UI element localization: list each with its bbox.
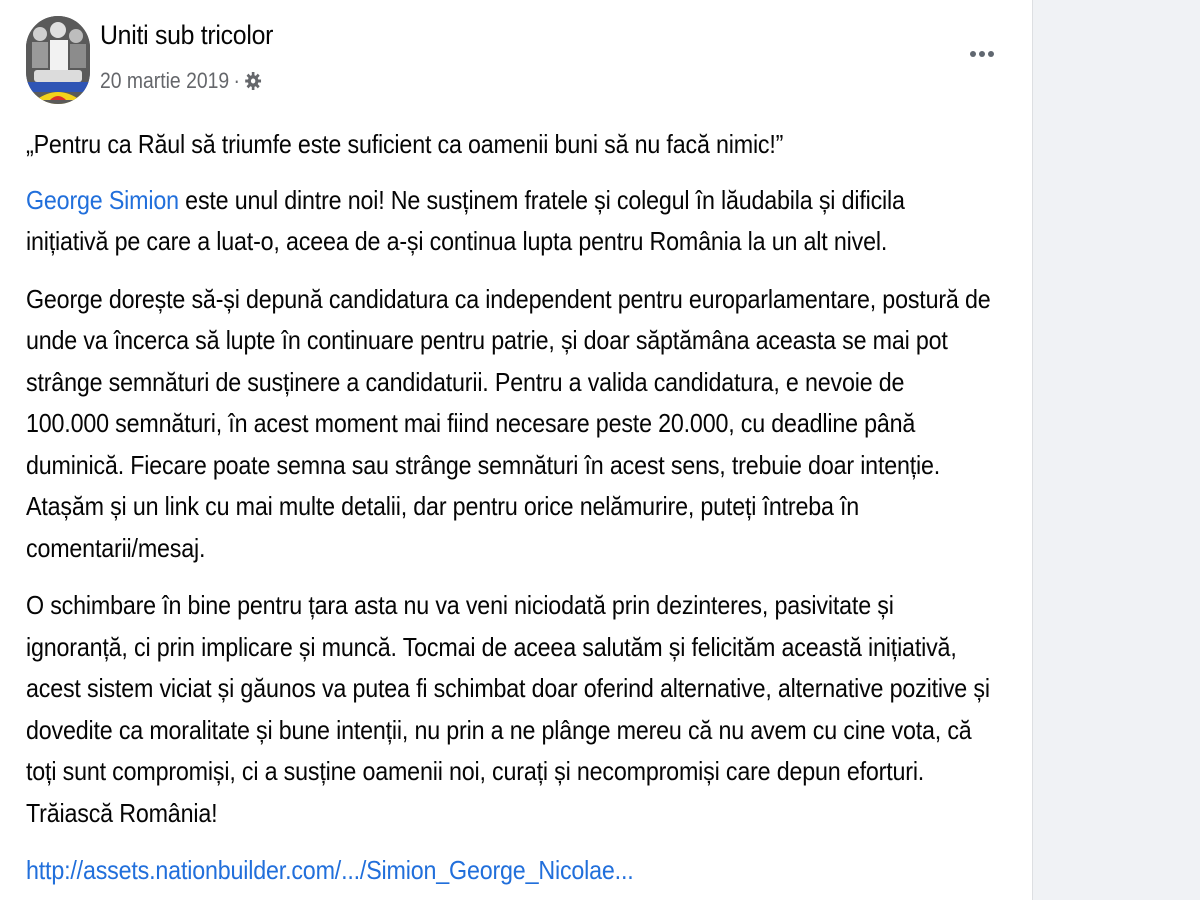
post-meta [100,67,262,95]
post-paragraph-1 [26,180,993,263]
right-rail [1034,0,1200,900]
more-options-button[interactable] [958,40,1006,68]
meta-separator: · [233,68,241,93]
post-timestamp[interactable]: 20 martie 2019 [100,68,230,93]
post-link-paragraph [26,850,993,892]
post-paragraph-2: George dorește să-și depună candidatura ca independent pentru europarlamentare, postură de unde va încerca să lupte în continuare pentru patrie, și doar săptămâna aceasta se mai pot strânge semnături de susținere a candidaturii. Pentru a valida candidatura, e nevoie de 100.000 semnături, în acest moment mai fiind necesare peste 20.000, cu deadline până duminică. Fiecare poate semna sau strânge semnături în acest sens, trebuie doar intenție. Atașăm și un link cu mai multe detalii, dar pentru orice nelămurire, puteți întreba în comentarii/mesaj. [26,283,991,563]
more-options-dot [979,51,985,57]
post-author-name[interactable]: Uniti sub tricolor [100,20,274,50]
page-avatar[interactable] [26,16,90,104]
gear-icon[interactable] [244,71,262,91]
post-paragraph-3: O schimbare în bine pentru țara asta nu va veni niciodată prin dezinteres, pasivitate și ignoranță, ci prin implicare și muncă. Tocmai de aceea salutăm și felicităm această inițiativă, acest sistem viciat și găunos va putea fi schimbat doar oferind alternative, alternative pozitive și dovedite ca moralitate și bune intenții, nu prin a ne plânge mereu că nu avem cu cine vota, că toți sunt compromiși, ci a susține oamenii noi, curați și necompromiși care depun eforturi. Trăiască România! [26,590,990,828]
post-body [26,124,993,900]
post-quote: „Pentru ca Răul să triumfe este suficient ca oamenii buni să nu facă nimic!” [26,129,784,159]
mention-link[interactable]: George Simion [26,184,179,215]
more-options-icon [970,51,976,57]
paragraph-1-text: este unul dintre noi! Ne susținem fratele și colegul în lăudabila și dificila inițiativă pe care a luat-o, aceea de a-și continua lupta pentru România la un alt nivel. [26,184,905,256]
more-options-dot [988,51,994,57]
external-link[interactable]: http://assets.nationbuilder.com/.../Simion_George_Nicolae... [26,855,634,885]
